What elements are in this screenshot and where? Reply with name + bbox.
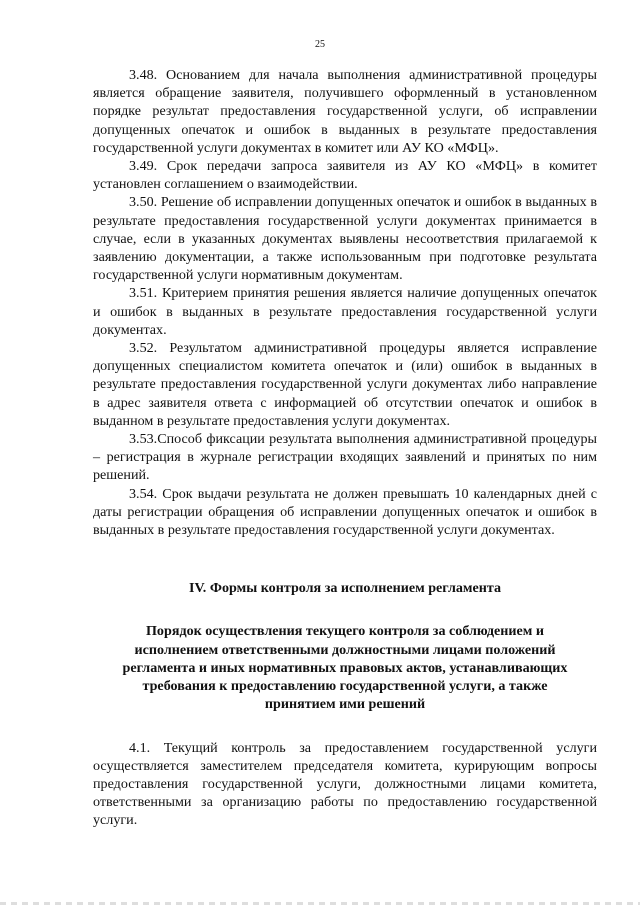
paragraph-3-51: 3.51. Критерием принятия решения является наличие допущенных опечаток и ошибок в выданных в результате предоставления государственной услуги документах.	[93, 285, 597, 338]
sub-heading-line: требования к предоставлению государственной услуги, а также	[142, 678, 548, 695]
paragraph-3-54: 3.54. Срок выдачи результата не должен превышать 10 календарных дней с даты регистрации обращения об исправлении допущенных опечаток и ошибок в выданных в результате предоставления государственной услуги документах.	[93, 485, 597, 539]
paragraph-3-53: 3.53.Способ фиксации результата выполнения административной процедуры – регистрация в журнале регистрации входящих заявлений и принятых по ним решений.	[93, 431, 597, 484]
paragraph-3-48: 3.48. Основанием для начала выполнения административной процедуры является обращение заявителя, получившего оформленный в установленном порядке результат предоставления государственной услуги, об исправлении допущенных опечаток и ошибок в выданных в результате предоставления государственной услуги документах в комитет или АУ КО «МФЦ».	[93, 67, 597, 156]
paragraph-3-49: 3.49. Срок передачи запроса заявителя из АУ КО «МФЦ» в комитет установлен соглашением о взаимодействии.	[93, 158, 597, 193]
sub-heading-line: принятием ими решений	[264, 696, 426, 713]
document-body	[93, 66, 597, 830]
sub-heading-line: регламента и иных нормативных правовых актов, устанавливающих	[122, 659, 568, 676]
paragraph-3-52: 3.52. Результатом административной процедуры является исправление допущенных специалистом комитета опечаток и (или) ошибок в выданных в результате предоставления государственной услуги документах либо направление в адрес заявителя ответа с информацией об отсутствии опечаток и ошибок в выданном в результате предоставления услуги документах.	[93, 340, 597, 429]
paragraph-4-1: 4.1. Текущий контроль за предоставлением государственной услуги осуществляется заместителем председателя комитета, курирующим вопросы предоставления государственной услуги, должностными лицами комитета, ответственными за организацию работы по предоставлению государственной услуги.	[93, 739, 597, 829]
sub-heading-line: Порядок осуществления текущего контроля за соблюдением и	[145, 623, 545, 640]
page-number: 25	[315, 39, 325, 50]
sub-heading-line: исполнением ответственными должностными лицами положений	[134, 641, 556, 658]
section-heading: IV. Формы контроля за исполнением регламента	[188, 580, 502, 597]
sub-heading	[93, 622, 597, 713]
paragraph-3-50: 3.50. Решение об исправлении допущенных опечаток и ошибок в выданных в результате предоставления государственной услуги документах принимается в случае, если в указанных документах выявлены несоответствия прилагаемой к заявлению документации, а также использованным при подготовке результата государственной услуги нормативным документам.	[93, 194, 597, 284]
